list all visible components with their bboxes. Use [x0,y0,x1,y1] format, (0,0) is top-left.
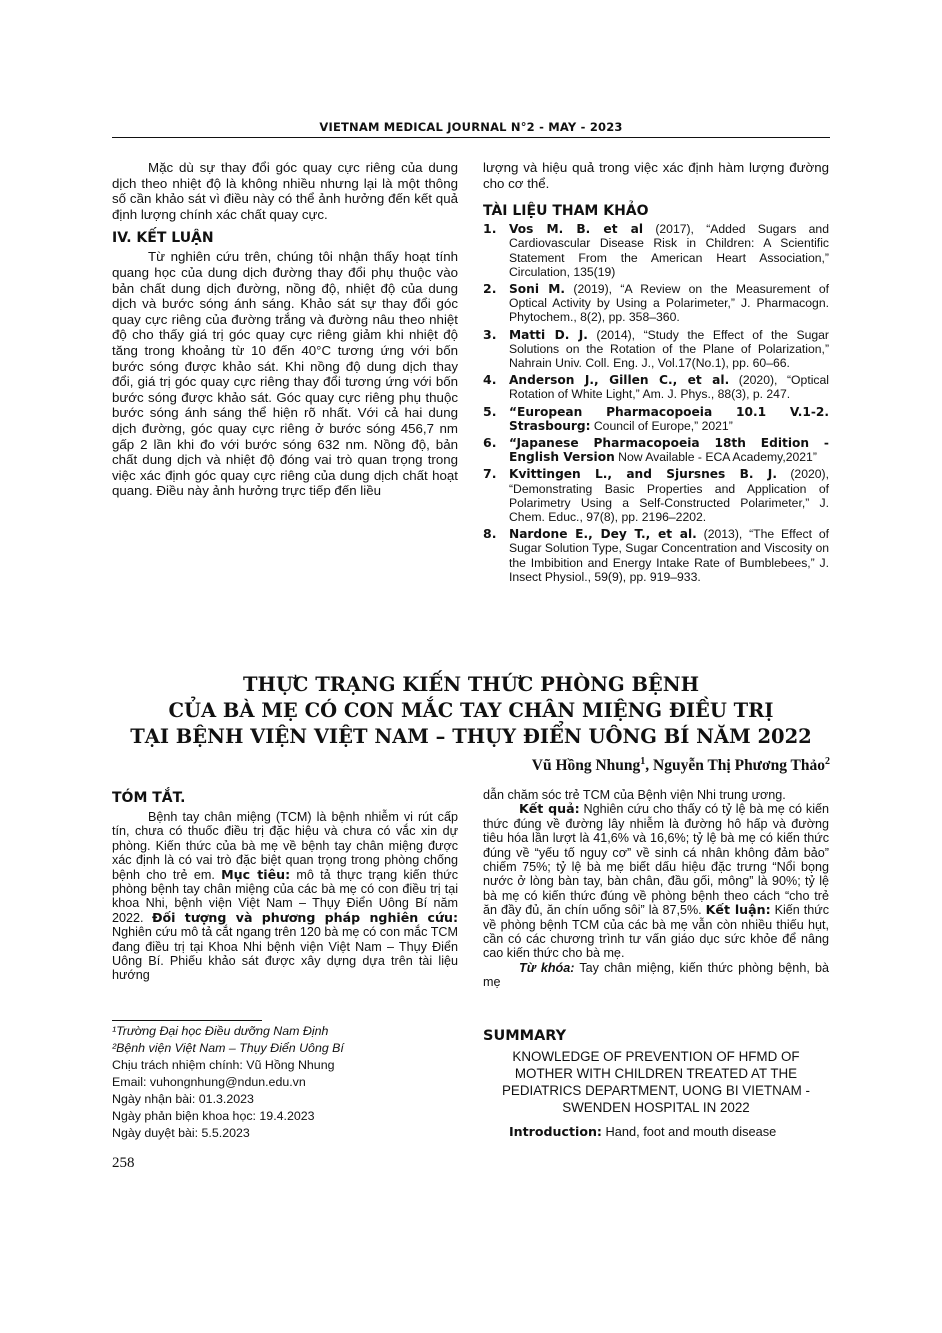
footnote-corresponding: Chịu trách nhiệm chính: Vũ Hồng Nhung [112,1058,335,1072]
article-title-line: THỰC TRẠNG KIẾN THỨC PHÒNG BỆNH [242,673,700,696]
footnote-email: Email: vuhongnhung@ndun.edu.vn [112,1075,306,1089]
left-top-paragraph: Mặc dù sự thay đổi góc quay cực riêng của dung dịch theo nhiệt độ là không nhiều nhưng lại là một thông số cần khảo sát vì điều này có thể ảnh hưởng đến kết quả định lượng chính xác chất quay cực. [112,160,458,222]
footnote-approved: Ngày duyệt bài: 5.5.2023 [112,1126,250,1140]
article-title [112,672,830,750]
footnote-received: Ngày nhận bài: 01.3.2023 [112,1092,254,1106]
abstract-left [112,790,458,983]
page-number: 258 [112,1155,135,1171]
footnotes [112,1020,458,1142]
abstract-results: Kết quả: Nghiên cứu cho thấy có tỷ lệ bà mẹ có kiến thức đúng về đường lây nhiễm là đường hô hấp và đường tiêu hóa lần lượt là 41,6% và 16,6%; tỷ lệ bà mẹ có kiến thức đúng về “yếu tố nguy cơ” về sinh cá nhân không đảm bảo” chiếm 75%; tỷ lệ bà mẹ biết dấu hiệu đặc trưng “Nổi bọng nước ở lòng bàn tay, bàn chân, đầu gối, mông” là 90%; tỷ lệ bà mẹ có kiến thức đúng về phòng bệnh theo cách “cho trẻ ăn đầy đủ, ăn chín uống sôi” là 87,5%. Kết luận: Kiến thức về phòng bệnh TCM của các bà mẹ vẫn còn nhiều thiếu hụt, cần có các chương trình tư vấn giáo dục sức khỏe để nâng cao kiến thức cho bà mẹ. [483,801,829,961]
abstract-paragraph: Bệnh tay chân miệng (TCM) là bệnh nhiễm vi rút cấp tín, chưa có thuốc điều trị đặc hiệu và chưa có vắc xin dự phòng. Kiến thức của bà mẹ về bệnh tay chân miệng được xác định là có vai trò đặc biệt quan trọng trong phòng chống bệnh cho trẻ em. Mục tiêu: mô tả thực trạng kiến thức phòng bệnh tay chân miệng của các bà mẹ có con điều trị tại khoa Nhi, bệnh viện Việt Nam – Thụy Điển Uông Bí năm 2022. Đối tượng và phương pháp nghiên cứu: Nghiên cứu mô tả cắt ngang trên 120 bà mẹ có con mắc TCM đang điều trị tại Khoa Nhi bệnh viện Việt Nam – Thụy Điển Uông Bí. Phiếu khảo sát được xây dựng dựa trên tài liệu hướng [112,810,458,983]
author-name: Nguyễn Thị Phương Thảo [653,757,825,775]
reference-list [483,222,829,584]
left-column-top [112,160,458,499]
summary-title: SUMMARY [483,1028,567,1044]
summary-heading: KNOWLEDGE OF PREVENTION OF HFMD OF MOTHER WITH CHILDREN TREATED AT THE PEDIATRICS DEPARTMENT, UONG BI VIETNAM - SWENDEN HOSPITAL IN 2022 [501,1049,810,1115]
footnote-affiliation: ¹Trường Đại học Điều dưỡng Nam Định [112,1024,329,1038]
article-title-line: CỦA BÀ MẸ CÓ CON MẮC TAY CHÂN MIỆNG ĐIỀU TRỊ [168,699,774,722]
reference-item: 8. Nardone E., Dey T., et al. (2013), “The Effect of Sugar Solution Type, Sugar Concentration and Viscosity on the Imbibition and Energy Intake Rate of Bumblebees,” J. Insect Physiol., 59(9), pp. 919–933. [483,526,830,584]
right-column-top [483,160,829,587]
abstract-keywords: Từ khóa: Tay chân miệng, kiến thức phòng bệnh, bà mẹ [483,960,829,990]
summary-introduction: Introduction: Hand, foot and mouth disease [509,1124,777,1139]
author-line: Vũ Hồng Nhung$^1$, Nguyễn Thị Phương Thảo$^2$ [531,756,830,775]
abstract-right [483,788,829,990]
reference-item: 3. Matti D. J. (2014), “Study the Effect of the Sugar Solutions on the Rotation of the Plane of Polarization,” Nahrain Univ. Coll. Eng. J., Vol.17(No.1), pp. 60–66. [483,326,829,371]
reference-item: 4. Anderson J., Gillen C., et al. (2020), “Optical Rotation of White Light,” Am. J. Phys., 88(3), p. 247. [483,372,829,402]
author-name: Vũ Hồng Nhung [531,757,641,775]
journal-header: VIETNAM MEDICAL JOURNAL N°2 - MAY - 2023 [112,120,830,138]
abstract-title: TÓM TẮT. [112,790,186,806]
abstract-continuation: dẫn chăm sóc trẻ TCM của Bệnh viện Nhi trung ương. [483,788,786,802]
reference-item: 1. Vos M. B. et al (2017), “Added Sugars and Cardiovascular Disease Risk in Children: A Scientific Statement From the American Heart Association,” Circulation, 135(19) [483,221,829,279]
footnote-rule [112,1020,262,1021]
references-section-title: TÀI LIỆU THAM KHẢO [483,203,649,220]
article-title-line: TẠI BỆNH VIỆN VIỆT NAM – THỤY ĐIỂN UÔNG BÍ NĂM 2022 [130,725,812,748]
right-top-paragraph: lượng và hiệu quả trong việc xác định hàm lượng đường cho cơ thể. [483,160,829,191]
footnote-reviewed: Ngày phản biện khoa học: 19.4.2023 [112,1109,315,1123]
reference-item: 6. “Japanese Pharmacopoeia 18th Edition - English Version Now Available - ECA Academy,2021” [483,435,829,465]
reference-item: 5. “European Pharmacopoeia 10.1 V.1-2. Strasbourg: Council of Europe,” 2021” [483,403,829,433]
reference-item: 2. Soni M. (2019), “A Review on the Measurement of Optical Activity by Using a Polarimeter,” J. Pharmacogn. Phytochem., 8(2), pp. 358–360. [483,281,829,325]
footnote-affiliation: ²Bệnh viện Việt Nam – Thụy Điển Uông Bí [112,1041,344,1055]
conclusion-section-title: IV. KẾT LUẬN [112,230,214,247]
conclusion-paragraph: Từ nghiên cứu trên, chúng tôi nhận thấy hoạt tính quang học của dung dịch đường thay đổi phụ thuộc vào bản chất dung dịch đường, nồng độ, nhiệt độ của dung dịch và bước sóng ánh sáng. Khảo sát sự thay đổi góc quay cực riêng của đường trắng và đường nâu theo nhiệt độ cho thấy giá trị góc quay cực riêng giảm khi nhiệt độ tăng trong khoảng từ 10 đến 40°C tương ứng với bốn bước sóng được khảo sát. Khi nồng độ dung dịch thay đổi, giá trị góc quay cực riêng thay đổi tương ứng với bốn bước sóng được khảo sát. Góc quay cực riêng phụ thuộc bước sóng ánh sáng thể hiện rõ nhất. Với cả hai dung dịch đường, góc quay cực riêng ở bước sóng 456,7 nm gấp 2 lần khi đo với bước sóng 632 nm. Nồng độ, bản chất dung dịch và nhiệt độ đóng vai trò quan trọng trong việc xác định góc quay cực riêng của dung dịch chất hoạt quang. Điều này ảnh hưởng trực tiếp đến liều [112,249,458,499]
reference-item: 7. Kvittingen L., and Sjursnes B. J. (2020), “Demonstrating Basic Properties and Application of Polarimetry Using a Self-Constructed Polarimeter,” J. Chem. Educ., 97(8), pp. 2196–2202. [483,466,829,525]
